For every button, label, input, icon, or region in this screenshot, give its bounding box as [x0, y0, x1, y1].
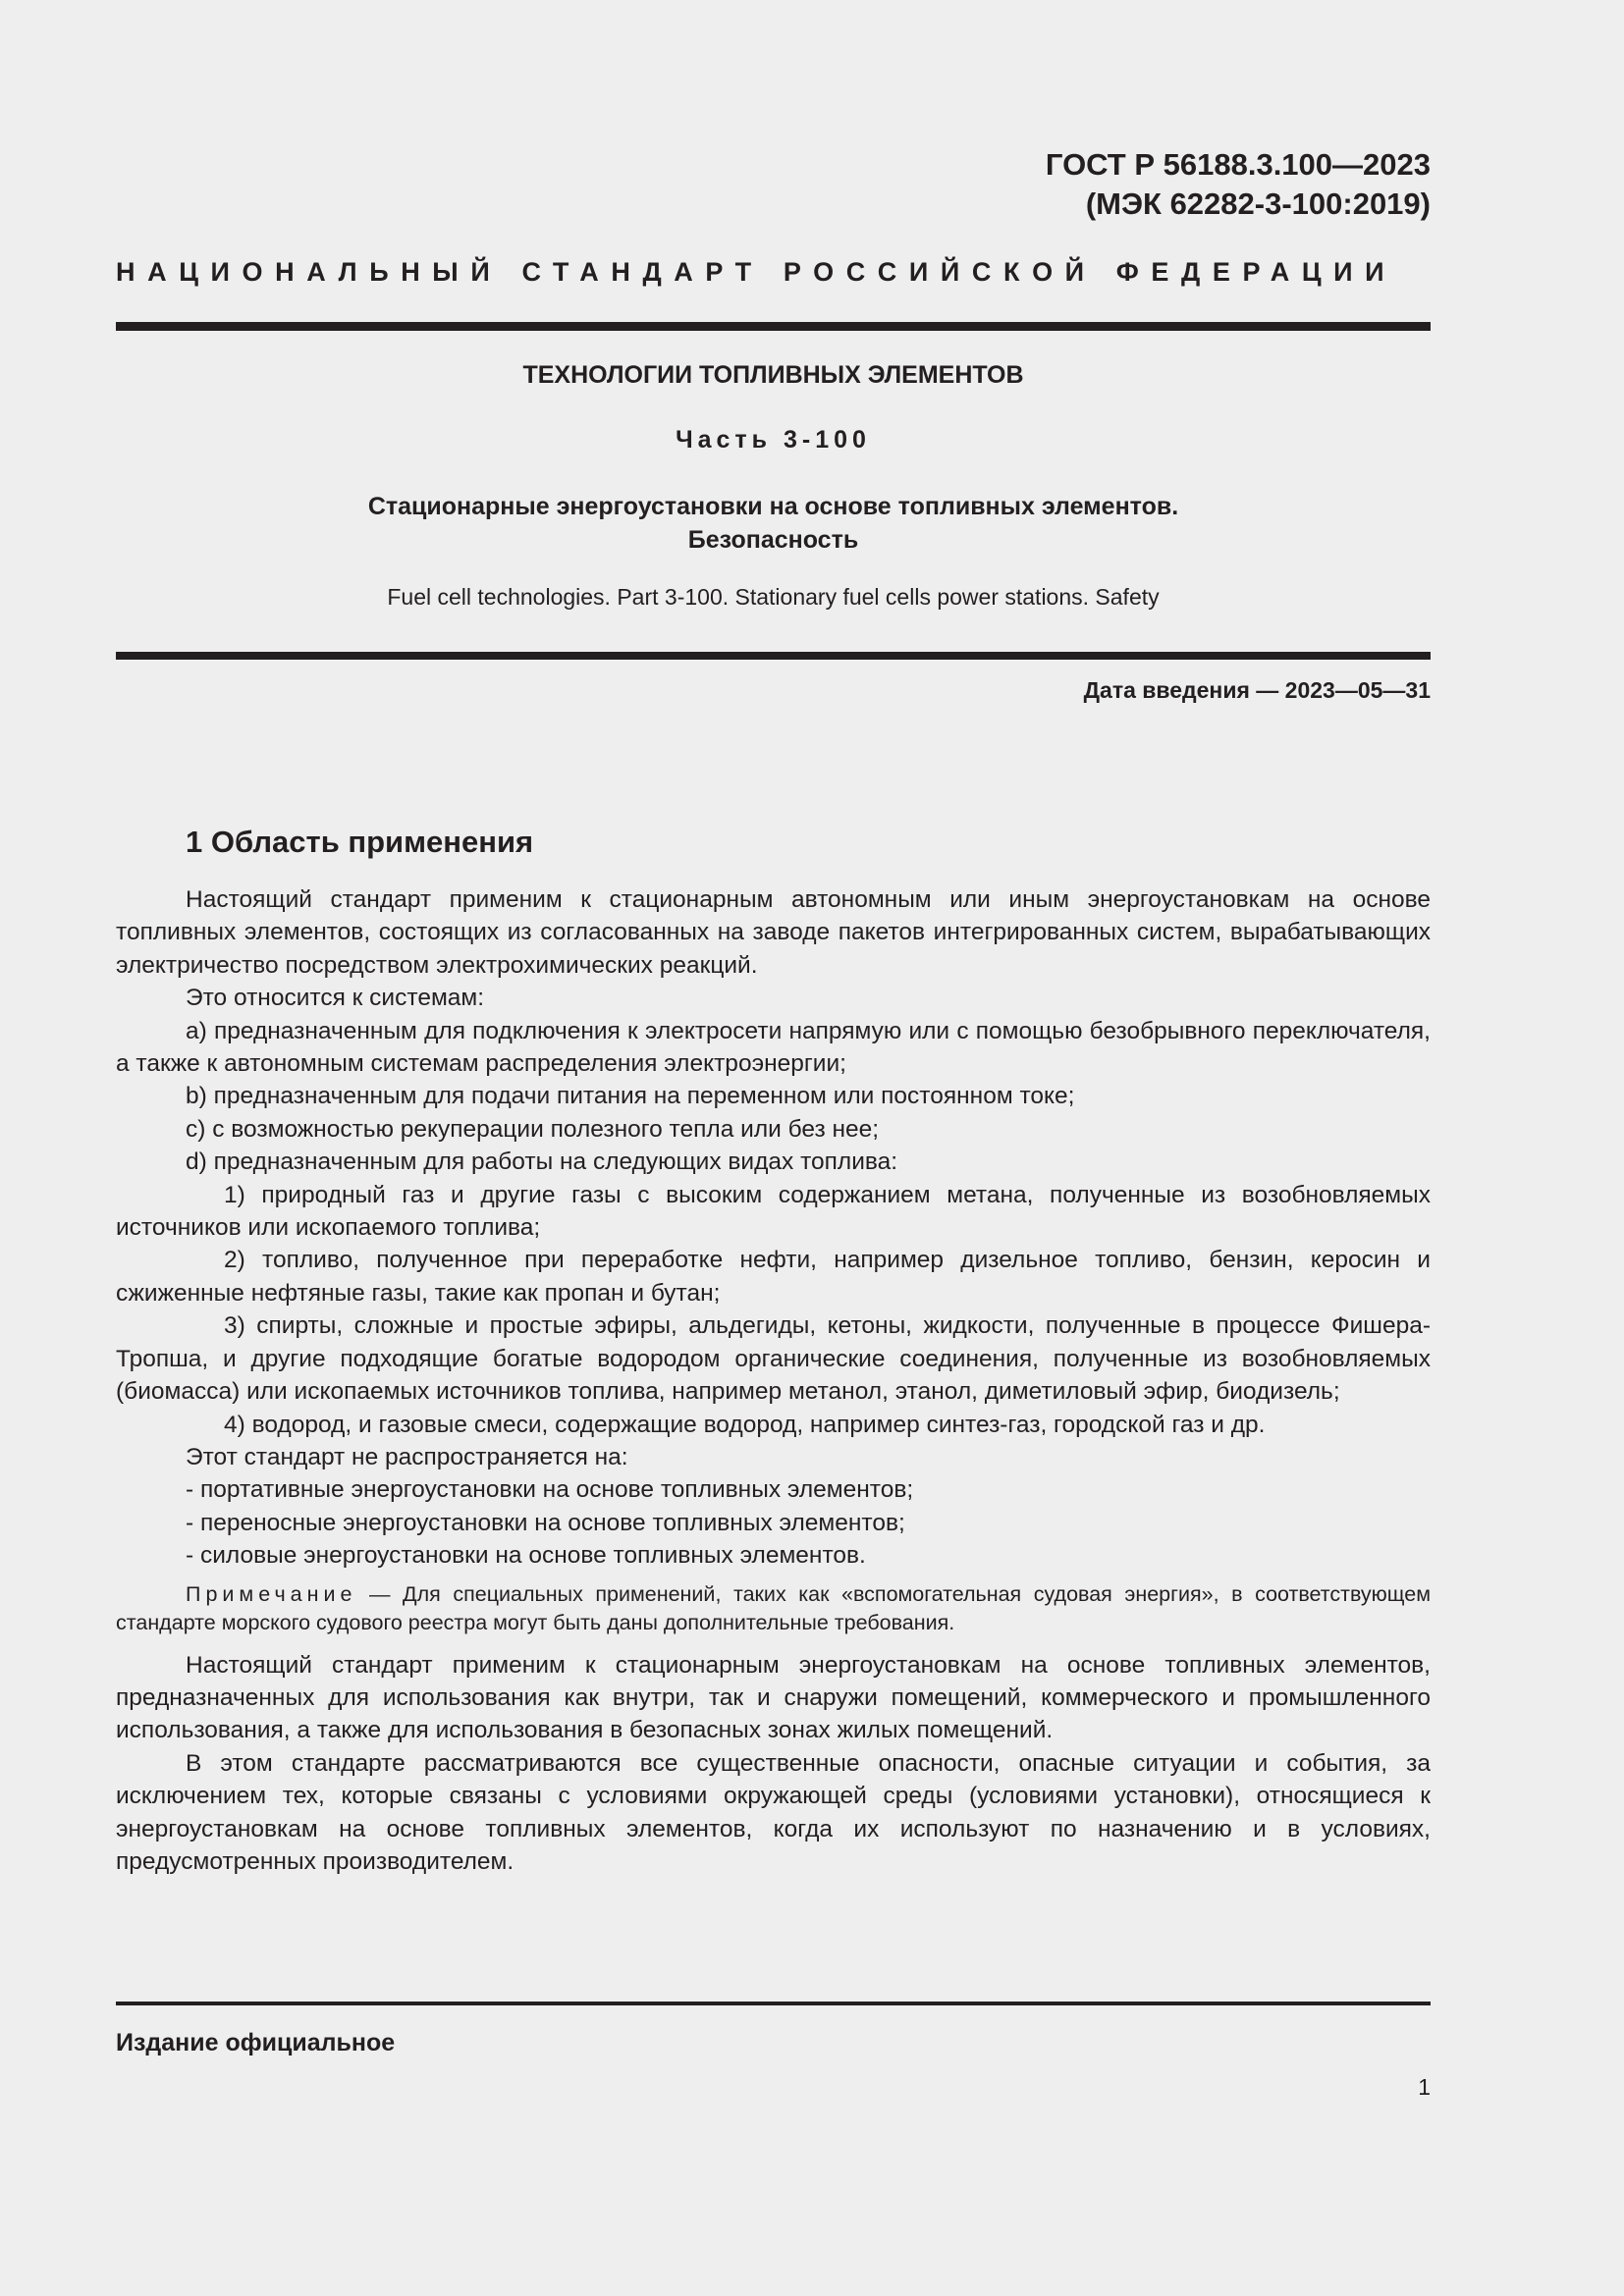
note — [116, 1580, 1431, 1637]
top-divider — [116, 322, 1431, 331]
gost-code-line2: (МЭК 62282-3-100:2019) — [1085, 187, 1431, 221]
page-number: 1 — [1418, 2074, 1431, 2100]
paragraph: Этот стандарт не распространяется на: — [186, 1443, 628, 1470]
note-text: — Для специальных применений, таких как «вспомогательная судовая энергия», в соответствующем стандарте морского судового реестра могут быть даны дополнительные требования. — [116, 1581, 1431, 1634]
english-title: Fuel cell technologies. Part 3-100. Stationary fuel cells power stations. Safety — [387, 584, 1160, 610]
list-item: 3) спирты, сложные и простые эфиры, альдегиды, кетоны, жидкости, полученные в процессе Фишера-Тропша, и другие подходящие богатые водородом органические соединения, полученные из возобновляемых (биомасса) или ископаемых источников топлива, например метанол, этанол, диметиловый эфир, биодизель; — [116, 1312, 1431, 1406]
section-title: 1 Область применения — [186, 825, 534, 859]
subtitle-line1: Стационарные энергоустановки на основе топливных элементов. — [367, 493, 1179, 520]
list-item: 1) природный газ и другие газы с высоким содержанием метана, полученные из возобновляемых источников или ископаемого топлива; — [116, 1181, 1431, 1242]
paragraph: Настоящий стандарт применим к стационарным энергоустановкам на основе топливных элементов, предназначенных для использования как внутри, так и снаружи помещений, коммерческого и промышленного использования, а также для использования в безопасных зонах жилых помещений. — [116, 1651, 1431, 1744]
list-item: d) предназначенным для работы на следующих видах топлива: — [186, 1148, 898, 1176]
list-item: - силовые энергоустановки на основе топливных элементов. — [186, 1542, 866, 1570]
list-item: b) предназначенным для подачи питания на переменном или постоянном токе; — [186, 1083, 1075, 1110]
paragraph: Это относится к системам: — [186, 985, 485, 1012]
gost-code-line1: ГОСТ Р 56188.3.100—2023 — [1045, 147, 1431, 182]
national-standard-heading: НАЦИОНАЛЬНЫЙ СТАНДАРТ РОССИЙСКОЙ ФЕДЕРАЦИИ — [116, 257, 1397, 287]
list-item: c) с возможностью рекуперации полезного тепла или без нее; — [186, 1115, 880, 1143]
list-item: - переносные энергоустановки на основе топливных элементов; — [186, 1509, 905, 1536]
list-item: - портативные энергоустановки на основе топливных элементов; — [186, 1476, 914, 1504]
document-page — [116, 0, 1431, 2296]
list-item: 2) топливо, полученное при переработке нефти, например дизельное топливо, бензин, керосин и сжиженные нефтяные газы, такие как пропан и бутан; — [116, 1247, 1431, 1307]
part-title: Часть 3-100 — [676, 426, 871, 454]
subtitle-line2: Безопасность — [687, 526, 859, 554]
list-item: 4) водород, и газовые смеси, содержащие водород, например синтез-газ, городской газ и др. — [224, 1411, 1266, 1438]
note-label: Примечание — [186, 1581, 357, 1606]
main-title: ТЕХНОЛОГИИ ТОПЛИВНЫХ ЭЛЕМЕНТОВ — [522, 361, 1024, 389]
edition-label: Издание официальное — [116, 2029, 396, 2056]
paragraph: В этом стандарте рассматриваются все существенные опасности, опасные ситуации и события, за исключением тех, которые связаны с условиями окружающей среды (условиями установки), относящиеся к энергоустановкам на основе топливных элементов, когда их используют по назначению и в условиях, предусмотренных производителем. — [116, 1749, 1431, 1875]
paragraph: Настоящий стандарт применим к стационарным автономным или иным энергоустановкам на основе топливных элементов, состоящих из согласованных на заводе пакетов интегрированных систем, вырабатывающих электричество посредством электрохимических реакций. — [116, 886, 1431, 979]
title-divider — [116, 652, 1431, 660]
section-body — [116, 883, 1431, 1878]
introduction-date: Дата введения — 2023—05—31 — [1083, 677, 1431, 703]
subtitle — [116, 490, 1431, 557]
footer-divider — [116, 2002, 1431, 2005]
list-item: a) предназначенным для подключения к электросети напрямую или с помощью безобрывного переключателя, а также к автономным системам распределения электроэнергии; — [116, 1017, 1431, 1078]
gost-code — [1046, 145, 1431, 224]
